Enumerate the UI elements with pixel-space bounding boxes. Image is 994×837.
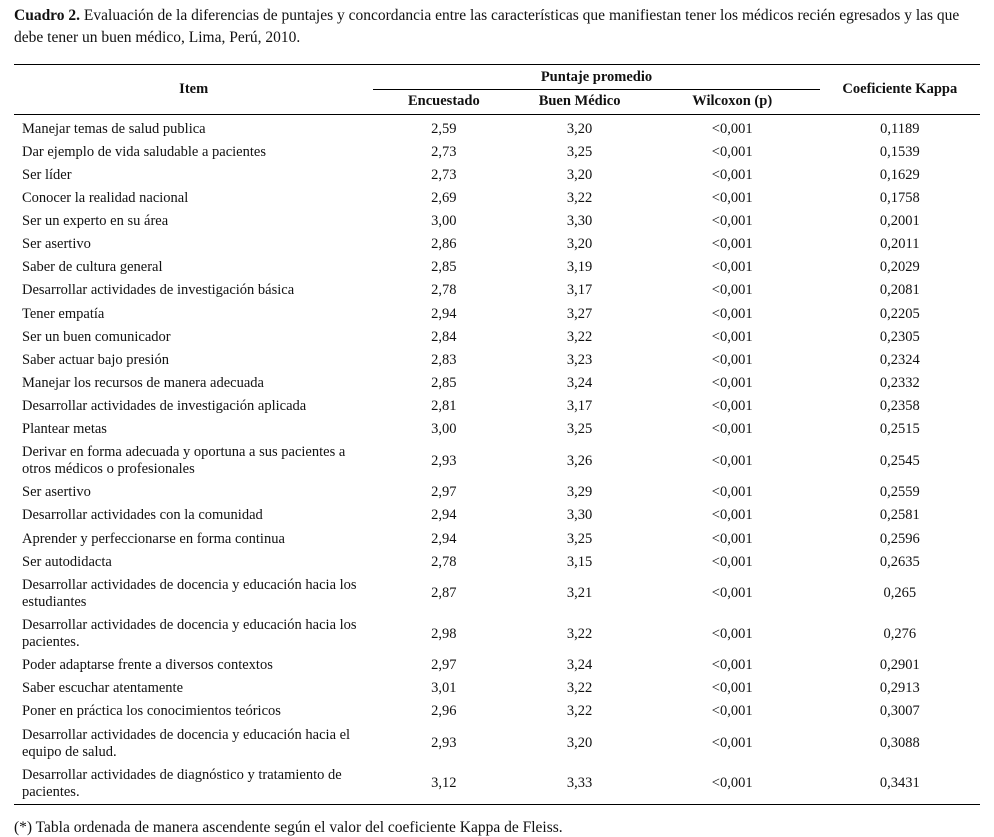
item-cell: Ser asertivo	[22, 236, 91, 253]
buen-medico-cell: 3,25	[566, 421, 593, 438]
kappa-cell: 0,2545	[879, 452, 920, 469]
encuestado-cell: 2,85	[431, 374, 457, 391]
wilcoxon-cell: <0,001	[711, 775, 753, 792]
encuestado-cell: 3,00	[431, 213, 457, 230]
item-cell: Ser asertivo	[22, 484, 91, 501]
table-row	[14, 724, 980, 764]
kappa-cell: 0,1629	[879, 166, 920, 183]
wilcoxon-cell: <0,001	[711, 374, 753, 391]
encuestado-cell: 2,81	[431, 397, 457, 414]
kappa-cell: 0,2029	[879, 259, 920, 276]
item-cell: Poder adaptarse frente a diversos contextos	[22, 657, 273, 674]
kappa-cell: 0,2901	[879, 657, 920, 674]
kappa-cell: 0,1758	[879, 189, 920, 206]
kappa-cell: 0,3007	[879, 703, 920, 720]
table-row	[14, 187, 980, 210]
table-row	[14, 395, 980, 418]
table-row	[14, 279, 980, 302]
table-row	[14, 233, 980, 256]
table-row	[14, 504, 980, 527]
item-cell: Desarrollar actividades de docencia y educación hacia el equipo de salud.	[22, 726, 351, 760]
table-row	[14, 418, 980, 441]
encuestado-cell: 2,83	[431, 351, 457, 368]
encuestado-cell: 2,94	[431, 507, 457, 524]
encuestado-cell: 2,73	[431, 143, 457, 160]
buen-medico-cell: 3,30	[566, 507, 593, 524]
item-cell: Ser autodidacta	[22, 553, 112, 570]
encuestado-cell: 2,87	[431, 585, 457, 602]
table-header	[14, 65, 980, 114]
encuestado-cell: 2,96	[431, 703, 457, 720]
col-header-puntaje-promedio: Puntaje promedio	[373, 65, 819, 89]
item-cell: Desarrollar actividades de investigación básica	[22, 282, 295, 299]
wilcoxon-cell: <0,001	[711, 657, 753, 674]
buen-medico-cell: 3,22	[566, 625, 593, 642]
encuestado-cell: 2,59	[431, 120, 457, 137]
kappa-cell: 0,2332	[879, 374, 920, 391]
wilcoxon-cell: <0,001	[711, 282, 753, 299]
buen-medico-cell: 3,15	[566, 553, 593, 570]
col-header-coeficiente-kappa: Coeficiente Kappa	[820, 65, 980, 114]
item-cell: Manejar temas de salud publica	[22, 120, 206, 137]
wilcoxon-cell: <0,001	[711, 452, 753, 469]
encuestado-cell: 3,00	[431, 421, 457, 438]
item-cell: Dar ejemplo de vida saludable a pacientes	[22, 143, 266, 160]
table-row	[14, 700, 980, 723]
col-header-encuestado: Encuestado	[373, 89, 514, 114]
caption-text: Evaluación de la diferencias de puntajes y concordancia entre las características que manifiestan tener los médicos recién egresados y las que debe tener un buen médico, Lima, Perú, 2010.	[14, 7, 960, 46]
table-row	[14, 256, 980, 279]
buen-medico-cell: 3,20	[566, 236, 593, 253]
table-row	[14, 164, 980, 187]
encuestado-cell: 2,97	[431, 657, 457, 674]
kappa-cell: 0,3431	[879, 775, 920, 792]
buen-medico-cell: 3,24	[566, 657, 593, 674]
kappa-cell: 0,2515	[879, 421, 920, 438]
buen-medico-cell: 3,21	[566, 585, 593, 602]
table-caption	[14, 5, 980, 48]
caption-label: Cuadro 2.	[14, 7, 81, 24]
wilcoxon-cell: <0,001	[711, 735, 753, 752]
item-cell: Ser un buen comunicador	[22, 328, 171, 345]
item-cell: Saber de cultura general	[22, 259, 163, 276]
buen-medico-cell: 3,33	[566, 775, 593, 792]
wilcoxon-cell: <0,001	[711, 328, 753, 345]
item-cell: Saber actuar bajo presión	[22, 351, 169, 368]
wilcoxon-cell: <0,001	[711, 236, 753, 253]
wilcoxon-cell: <0,001	[711, 305, 753, 322]
item-cell: Tener empatía	[22, 305, 105, 322]
kappa-cell: 0,2635	[879, 553, 920, 570]
buen-medico-cell: 3,20	[566, 735, 593, 752]
buen-medico-cell: 3,22	[566, 328, 593, 345]
wilcoxon-cell: <0,001	[711, 351, 753, 368]
kappa-cell: 0,2305	[879, 328, 920, 345]
encuestado-cell: 2,78	[431, 553, 457, 570]
buen-medico-cell: 3,22	[566, 680, 593, 697]
kappa-cell: 0,2596	[879, 530, 920, 547]
table-row	[14, 114, 980, 141]
encuestado-cell: 2,94	[431, 305, 457, 322]
wilcoxon-cell: <0,001	[711, 680, 753, 697]
encuestado-cell: 2,94	[431, 530, 457, 547]
header-group-row	[14, 65, 980, 89]
buen-medico-cell: 3,26	[566, 452, 593, 469]
buen-medico-cell: 3,20	[566, 120, 593, 137]
table-row	[14, 141, 980, 164]
buen-medico-cell: 3,25	[566, 530, 593, 547]
results-table	[14, 64, 980, 805]
encuestado-cell: 2,73	[431, 166, 457, 183]
buen-medico-cell: 3,17	[566, 282, 593, 299]
table-footnote: (*) Tabla ordenada de manera ascendente según el valor del coeficiente Kappa de Fleiss.	[14, 819, 563, 837]
buen-medico-cell: 3,25	[566, 143, 593, 160]
buen-medico-cell: 3,22	[566, 703, 593, 720]
wilcoxon-cell: <0,001	[711, 585, 753, 602]
kappa-cell: 0,2001	[879, 213, 920, 230]
kappa-cell: 0,2581	[879, 507, 920, 524]
buen-medico-cell: 3,22	[566, 189, 593, 206]
table-row	[14, 441, 980, 481]
wilcoxon-cell: <0,001	[711, 553, 753, 570]
wilcoxon-cell: <0,001	[711, 120, 753, 137]
wilcoxon-cell: <0,001	[711, 397, 753, 414]
buen-medico-cell: 3,20	[566, 166, 593, 183]
table-row	[14, 528, 980, 551]
wilcoxon-cell: <0,001	[711, 625, 753, 642]
encuestado-cell: 2,98	[431, 625, 457, 642]
encuestado-cell: 2,86	[431, 236, 457, 253]
encuestado-cell: 2,93	[431, 452, 457, 469]
col-header-buen-medico: Buen Médico	[514, 89, 644, 114]
item-cell: Desarrollar actividades de diagnóstico y tratamiento de pacientes.	[22, 766, 342, 800]
table-row	[14, 677, 980, 700]
encuestado-cell: 3,12	[431, 775, 457, 792]
col-header-wilcoxon-p: Wilcoxon (p)	[645, 89, 820, 114]
item-cell: Manejar los recursos de manera adecuada	[22, 374, 264, 391]
table-row	[14, 551, 980, 574]
item-cell: Derivar en forma adecuada y oportuna a sus pacientes a otros médicos o profesionales	[22, 444, 346, 478]
kappa-cell: 0,276	[883, 625, 917, 642]
wilcoxon-cell: <0,001	[711, 484, 753, 501]
wilcoxon-cell: <0,001	[711, 189, 753, 206]
buen-medico-cell: 3,17	[566, 397, 593, 414]
encuestado-cell: 3,01	[431, 680, 457, 697]
encuestado-cell: 2,78	[431, 282, 457, 299]
encuestado-cell: 2,84	[431, 328, 457, 345]
wilcoxon-cell: <0,001	[711, 166, 753, 183]
table-row	[14, 372, 980, 395]
encuestado-cell: 2,69	[431, 189, 457, 206]
table-row	[14, 614, 980, 654]
item-cell: Desarrollar actividades de investigación aplicada	[22, 397, 307, 414]
wilcoxon-cell: <0,001	[711, 143, 753, 160]
encuestado-cell: 2,93	[431, 735, 457, 752]
table-row	[14, 764, 980, 805]
kappa-cell: 0,3088	[879, 735, 920, 752]
kappa-cell: 0,2205	[879, 305, 920, 322]
item-cell: Desarrollar actividades de docencia y educación hacia los pacientes.	[22, 617, 357, 651]
item-cell: Desarrollar actividades con la comunidad	[22, 507, 263, 524]
col-header-item: Item	[14, 65, 373, 114]
kappa-cell: 0,2559	[879, 484, 920, 501]
table-row	[14, 210, 980, 233]
item-cell: Saber escuchar atentamente	[22, 680, 184, 697]
wilcoxon-cell: <0,001	[711, 259, 753, 276]
item-cell: Poner en práctica los conocimientos teóricos	[22, 703, 281, 720]
kappa-cell: 0,1539	[879, 143, 920, 160]
buen-medico-cell: 3,19	[566, 259, 593, 276]
kappa-cell: 0,2011	[880, 236, 920, 253]
table-row	[14, 303, 980, 326]
item-cell: Conocer la realidad nacional	[22, 189, 189, 206]
buen-medico-cell: 3,24	[566, 374, 593, 391]
table-row	[14, 574, 980, 614]
item-cell: Ser un experto en su área	[22, 213, 169, 230]
table-row	[14, 349, 980, 372]
item-cell: Desarrollar actividades de docencia y educación hacia los estudiantes	[22, 576, 357, 610]
kappa-cell: 0,2358	[879, 397, 920, 414]
wilcoxon-cell: <0,001	[711, 421, 753, 438]
item-cell: Ser líder	[22, 166, 72, 183]
buen-medico-cell: 3,29	[566, 484, 593, 501]
table-row	[14, 481, 980, 504]
encuestado-cell: 2,85	[431, 259, 457, 276]
buen-medico-cell: 3,23	[566, 351, 593, 368]
wilcoxon-cell: <0,001	[711, 703, 753, 720]
kappa-cell: 0,2913	[879, 680, 920, 697]
item-cell: Plantear metas	[22, 421, 107, 438]
table-row	[14, 654, 980, 677]
wilcoxon-cell: <0,001	[711, 507, 753, 524]
kappa-cell: 0,1189	[880, 120, 920, 137]
wilcoxon-cell: <0,001	[711, 530, 753, 547]
kappa-cell: 0,2324	[879, 351, 920, 368]
wilcoxon-cell: <0,001	[711, 213, 753, 230]
table-row	[14, 326, 980, 349]
kappa-cell: 0,265	[883, 585, 917, 602]
buen-medico-cell: 3,30	[566, 213, 593, 230]
encuestado-cell: 2,97	[431, 484, 457, 501]
item-cell: Aprender y perfeccionarse en forma continua	[22, 530, 285, 547]
table-body	[14, 114, 980, 804]
buen-medico-cell: 3,27	[566, 305, 593, 322]
kappa-cell: 0,2081	[879, 282, 920, 299]
